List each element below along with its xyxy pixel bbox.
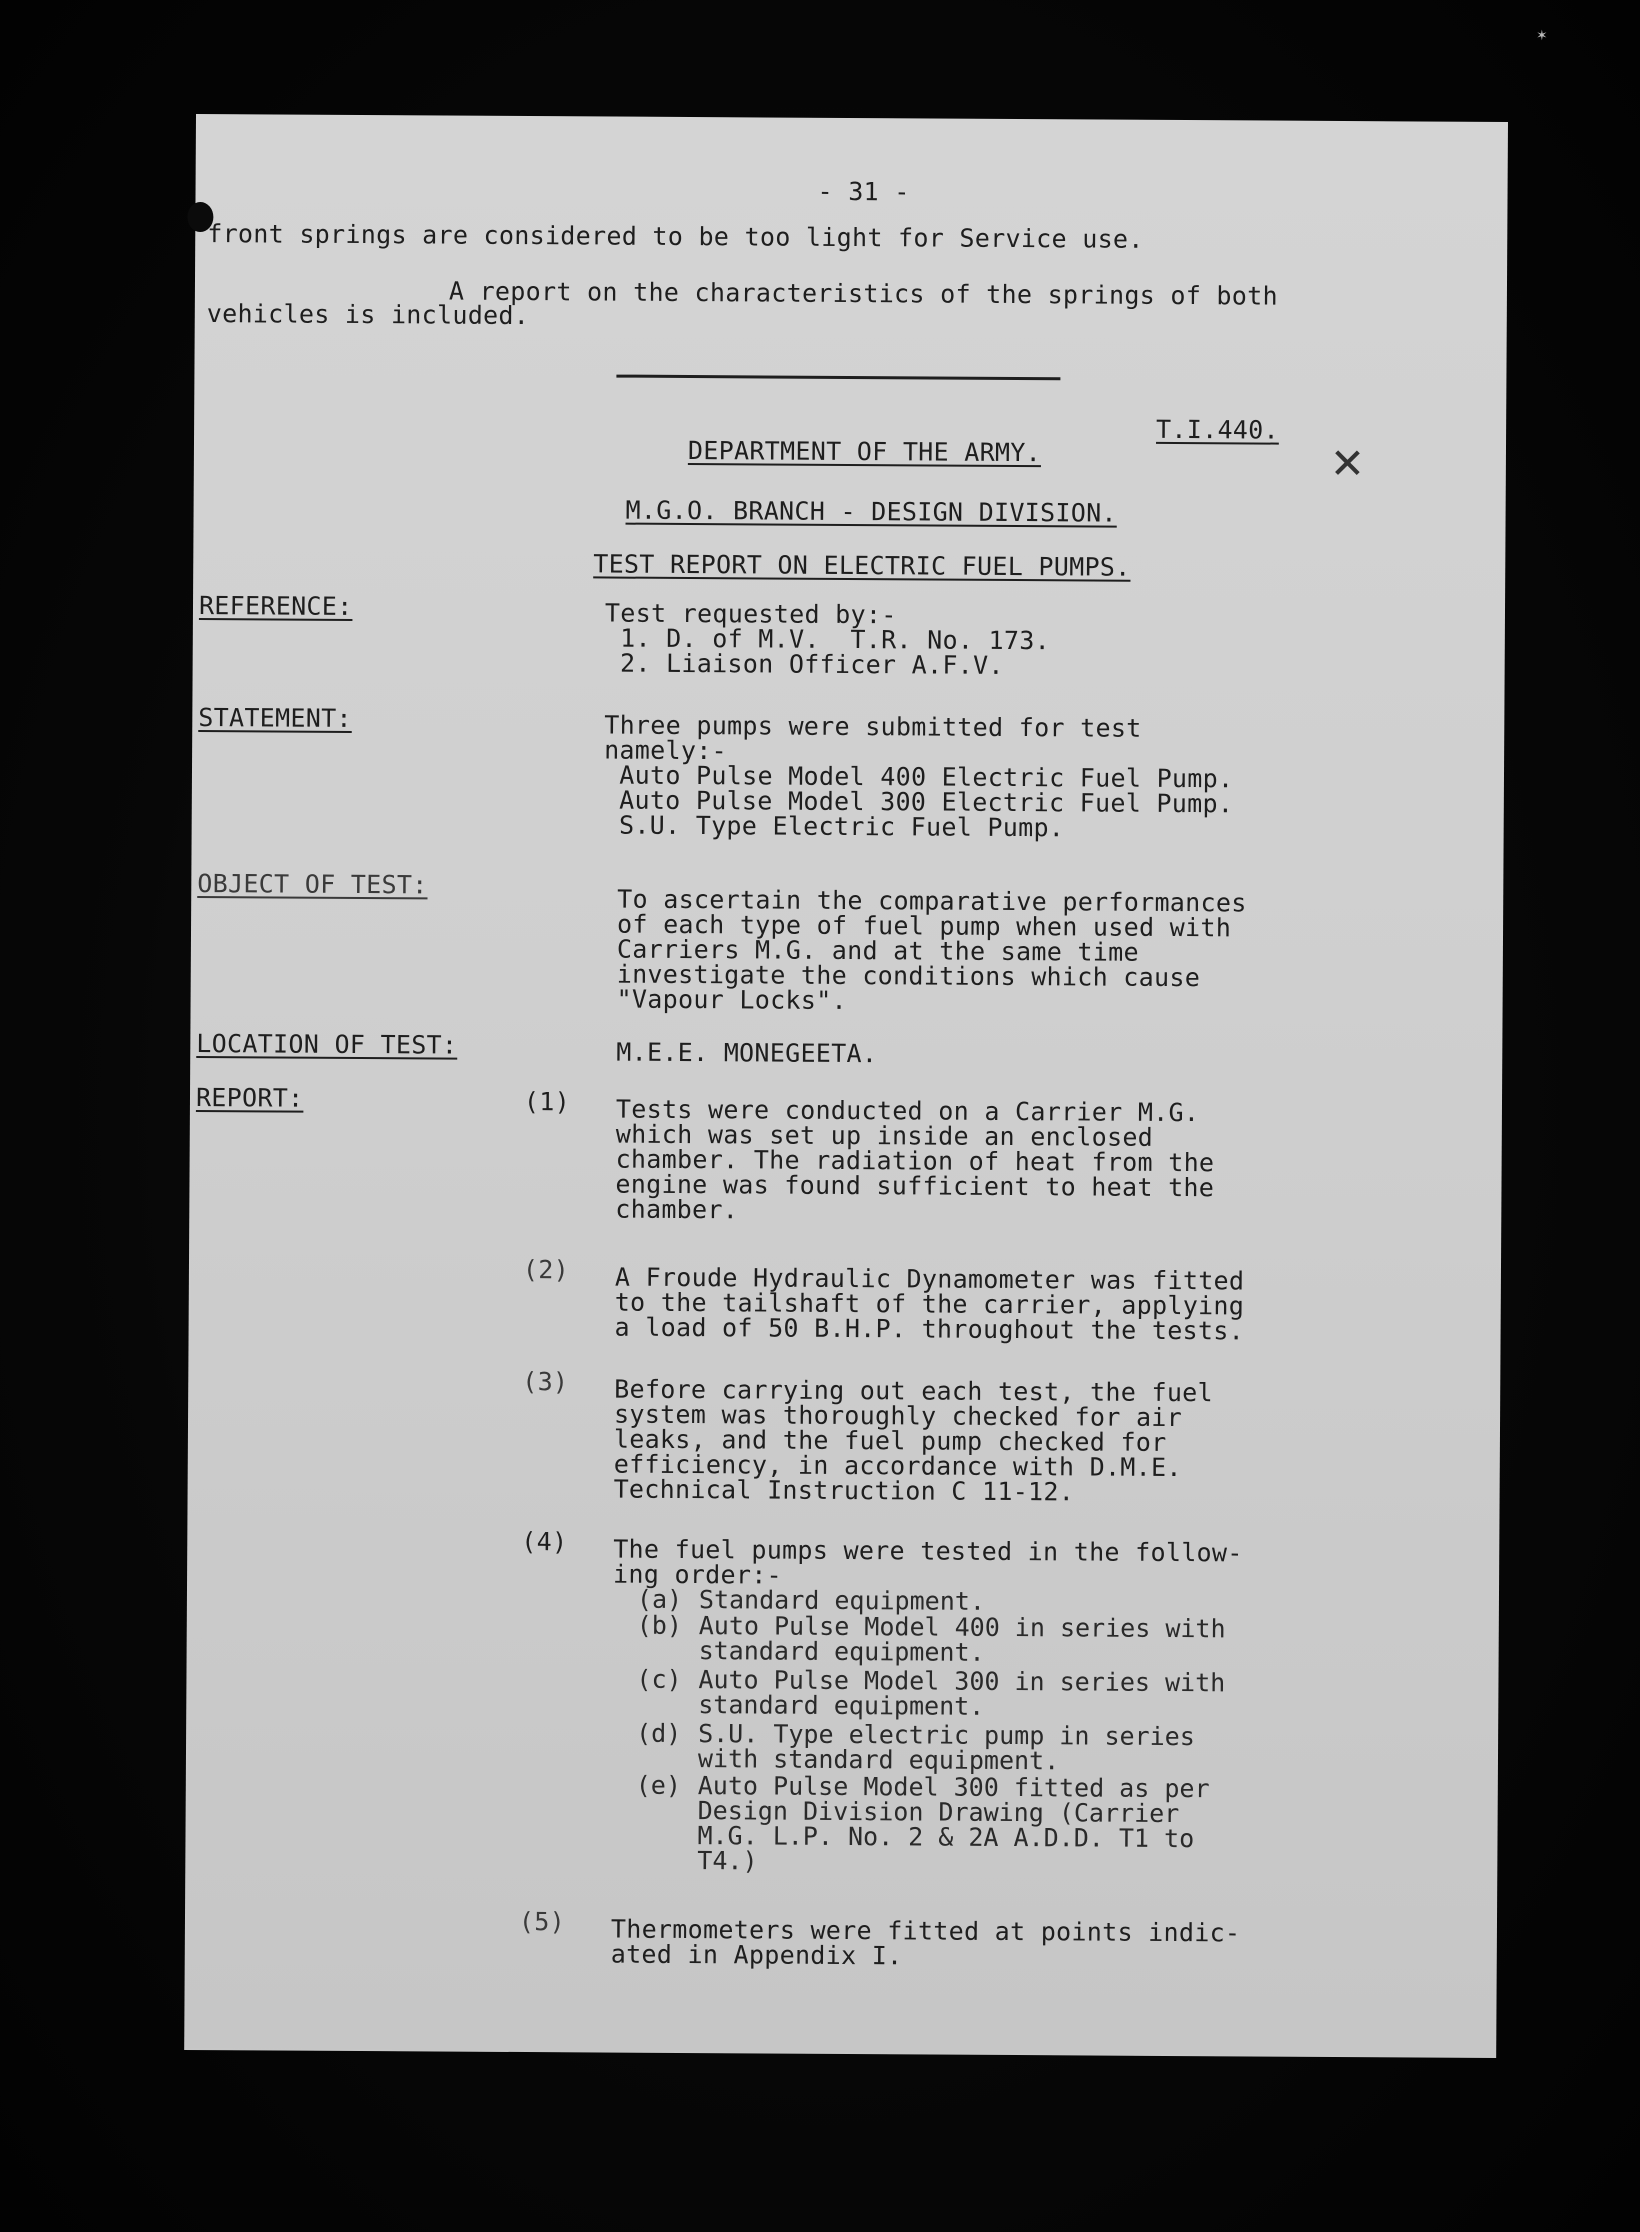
object-line: "Vapour Locks". bbox=[616, 984, 847, 1015]
subitem-line: Design Division Drawing (Carrier bbox=[697, 1796, 1180, 1829]
intro-line-1: front springs are considered to be too light for Service use. bbox=[207, 219, 1144, 254]
report-item-number: (5) bbox=[518, 1906, 566, 1937]
reference-line: Test requested by:- bbox=[604, 598, 897, 630]
report-line: Before carrying out each test, the fuel bbox=[614, 1374, 1214, 1408]
reference-text bbox=[604, 598, 1051, 680]
report-item-number: (3) bbox=[522, 1367, 569, 1397]
subitem-line: standard equipment. bbox=[698, 1690, 985, 1721]
statement-line: Three pumps were submitted for test bbox=[604, 710, 1142, 743]
report-line: A Froude Hydraulic Dynamometer was fitted bbox=[614, 1262, 1245, 1296]
subitem-line: T4.) bbox=[697, 1846, 758, 1876]
statement-line: Auto Pulse Model 400 Electric Fuel Pump. bbox=[603, 760, 1234, 794]
page-number: - 31 - bbox=[817, 176, 910, 207]
subitem-line: Auto Pulse Model 300 fitted as per bbox=[697, 1771, 1210, 1804]
report-line: chamber. bbox=[615, 1194, 739, 1225]
report-line: system was thoroughly checked for air bbox=[613, 1399, 1183, 1433]
section-divider bbox=[616, 375, 1060, 381]
subitem-line: M.G. L.P. No. 2 & 2A A.D.D. T1 to bbox=[697, 1821, 1195, 1854]
report-line: to the tailshaft of the carrier, applying bbox=[614, 1287, 1245, 1321]
object-line: of each type of fuel pump when used with bbox=[616, 909, 1232, 943]
subitem-line: standard equipment. bbox=[698, 1636, 985, 1667]
location-label: LOCATION OF TEST: bbox=[196, 1029, 458, 1060]
report-line: engine was found sufficient to heat the bbox=[615, 1169, 1215, 1203]
object-line: Carriers M.G. and at the same time bbox=[616, 934, 1139, 967]
statement-line: namely:- bbox=[604, 735, 728, 766]
subitem-line: with standard equipment. bbox=[697, 1744, 1060, 1776]
subitem-letter: (d) bbox=[636, 1718, 682, 1748]
subitem-line: Standard equipment. bbox=[698, 1585, 986, 1616]
report-item-2 bbox=[614, 1262, 1245, 1346]
subitem-line: S.U. Type electric pump in series bbox=[698, 1719, 1195, 1752]
report-line: leaks, and the fuel pump checked for bbox=[613, 1424, 1167, 1457]
report-item-4 bbox=[613, 1534, 1243, 1591]
statement-text bbox=[604, 712, 1234, 841]
report-line: ated in Appendix I. bbox=[610, 1939, 903, 1971]
report-item-5 bbox=[610, 1914, 1241, 1971]
department-heading: DEPARTMENT OF THE ARMY. bbox=[687, 436, 1042, 468]
object-line: investigate the conditions which cause bbox=[616, 959, 1201, 993]
subitem-letter: (e) bbox=[635, 1770, 682, 1800]
intro-line-2: A report on the characteristics of the springs of both bbox=[448, 276, 1278, 311]
cross-mark-icon: ✕ bbox=[1329, 438, 1366, 489]
subitem-line: Auto Pulse Model 400 in series with bbox=[698, 1611, 1226, 1644]
report-line: Thermometers were fitted at points indic- bbox=[610, 1914, 1241, 1948]
report-line: Technical Instruction C 11-12. bbox=[613, 1474, 1075, 1507]
report-line: a load of 50 B.H.P. throughout the tests. bbox=[614, 1312, 1245, 1346]
report-line: efficiency, in accordance with D.M.E. bbox=[613, 1449, 1182, 1483]
branch-heading: M.G.O. BRANCH - DESIGN DIVISION. bbox=[625, 495, 1117, 528]
subitem-letter: (c) bbox=[636, 1664, 682, 1694]
object-line: To ascertain the comparative performances bbox=[617, 884, 1247, 918]
reference-line: 2. Liaison Officer A.F.V. bbox=[604, 648, 1004, 680]
report-item-3 bbox=[613, 1374, 1214, 1507]
report-line: chamber. The radiation of heat from the bbox=[615, 1144, 1215, 1178]
report-item-number: (4) bbox=[521, 1527, 568, 1557]
report-item-1 bbox=[615, 1094, 1215, 1226]
subitem-letter: (b) bbox=[636, 1610, 683, 1640]
reference-line: 1. D. of M.V. T.R. No. 173. bbox=[604, 623, 1051, 656]
film-speck: ✶ bbox=[1536, 28, 1548, 44]
report-item-number: (1) bbox=[523, 1087, 571, 1117]
subitem-line: Auto Pulse Model 300 in series with bbox=[698, 1665, 1226, 1698]
location-value: M.E.E. MONEGEETA. bbox=[616, 1037, 878, 1069]
report-line: The fuel pumps were tested in the follow- bbox=[613, 1534, 1243, 1568]
object-text bbox=[616, 884, 1247, 1016]
report-item-number: (2) bbox=[522, 1255, 570, 1285]
report-line: ing order:- bbox=[613, 1559, 783, 1590]
intro-line-3: vehicles is included. bbox=[206, 299, 530, 331]
report-line: Tests were conducted on a Carrier M.G. bbox=[615, 1094, 1200, 1128]
document-page bbox=[184, 114, 1508, 2058]
subitem-letter: (a) bbox=[636, 1584, 683, 1614]
reference-label: REFERENCE: bbox=[198, 591, 353, 621]
report-label: REPORT: bbox=[195, 1083, 304, 1113]
object-label: OBJECT OF TEST: bbox=[197, 869, 428, 900]
report-title: TEST REPORT ON ELECTRIC FUEL PUMPS. bbox=[593, 549, 1131, 582]
statement-line: Auto Pulse Model 300 Electric Fuel Pump. bbox=[603, 785, 1234, 819]
reference-code: T.I.440. bbox=[1156, 414, 1280, 445]
report-line: which was set up inside an enclosed bbox=[615, 1119, 1154, 1152]
statement-line: S.U. Type Electric Fuel Pump. bbox=[603, 810, 1065, 843]
statement-label: STATEMENT: bbox=[198, 703, 352, 733]
